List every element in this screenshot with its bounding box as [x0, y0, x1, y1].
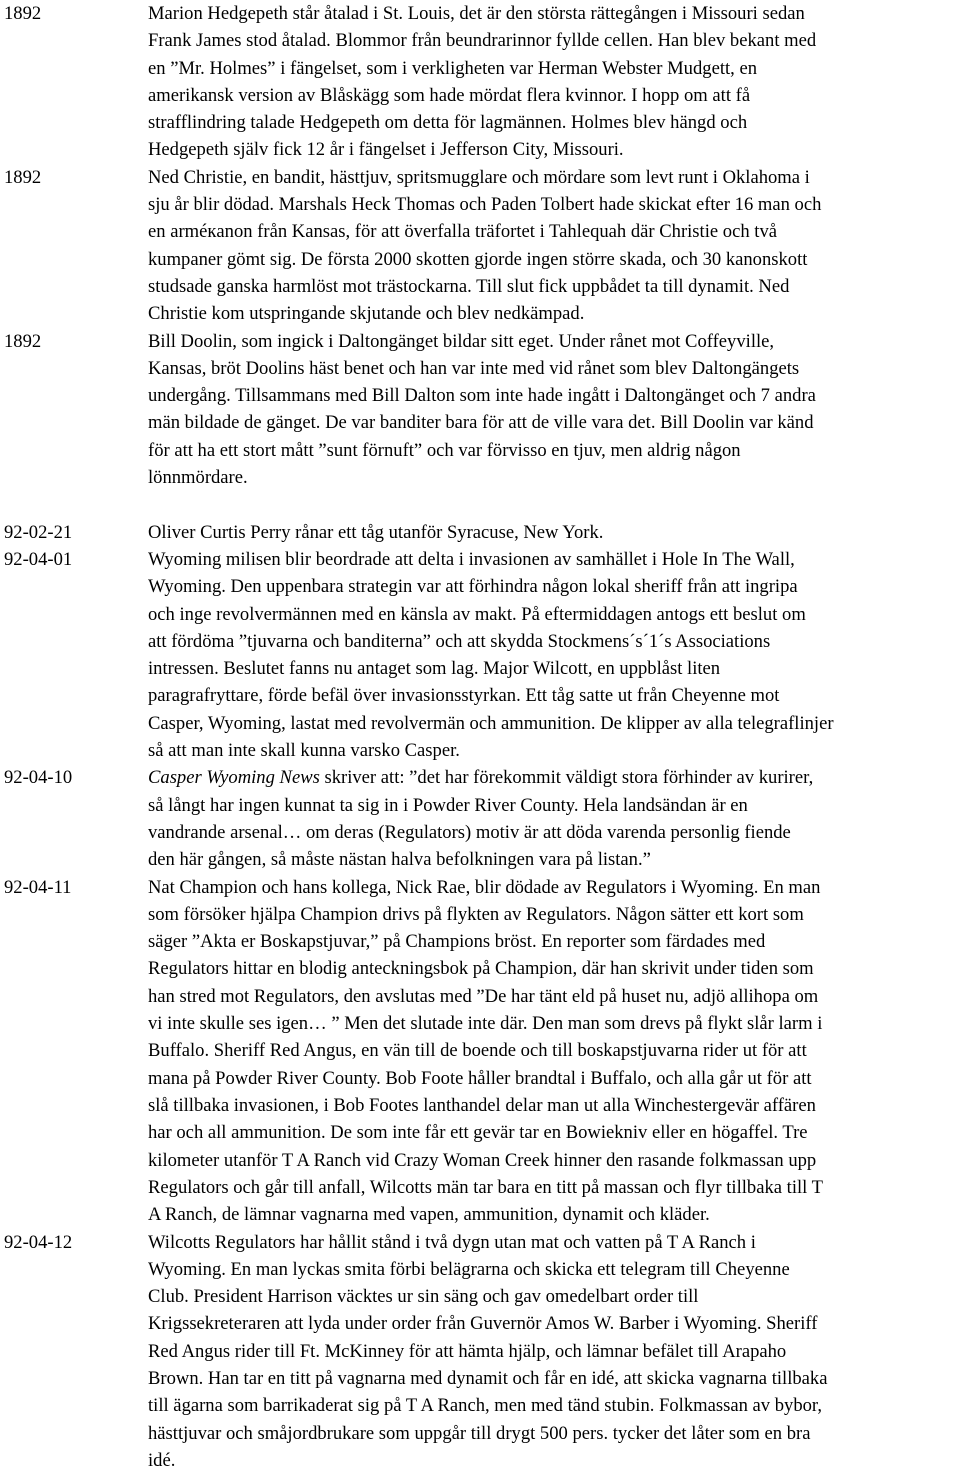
- entry-line: till ägarna som barrikaderat sig på T A Ranch, men med tänd stubin. Folkmassan av bybor,: [148, 1392, 956, 1419]
- entry-line: Kansas, bröt Doolins häst benet och han var inte med vid rånet som blev Daltongängets: [148, 355, 956, 382]
- entry-line: han stred mot Regulators, den avslutas med ”De har tänt eld på huset nu, adjö allihopa om: [148, 983, 956, 1010]
- entry-line: Marion Hedgepeth står åtalad i St. Louis, det är den största rättegången i Missouri sedan: [148, 0, 956, 27]
- entry-line: Buffalo. Sheriff Red Angus, en vän till de boende och till boskapstjuvarna rider ut för att: [148, 1037, 956, 1064]
- entry-date: 1892: [4, 328, 144, 355]
- entry-line: kumpaner gömt sig. De första 2000 skotten gjorde ingen större skada, och 30 kanonskott: [148, 246, 956, 273]
- entry-text: [148, 0, 956, 164]
- entry-line: och inge revolvermännen med en känsla av makt. På eftermiddagen antogs ett beslut om: [148, 601, 956, 628]
- entry-line: för att ha ett stort mått ”sunt förnuft” och var förvisso en tjuv, men aldrig någon: [148, 437, 956, 464]
- entry-line: sju år blir dödad. Marshals Heck Thomas och Paden Tolbert hade skickat efter 16 man och: [148, 191, 956, 218]
- entry-line: Wyoming. Den uppenbara strategin var att förhindra någon lokal sheriff från att ingripa: [148, 573, 956, 600]
- entry-date: 92-04-01: [4, 546, 144, 573]
- entry-line: undergång. Tillsammans med Bill Dalton som inte hade ingått i Daltongänget och 7 andra: [148, 382, 956, 409]
- entry-date: 1892: [4, 0, 144, 27]
- entry-text: [148, 764, 956, 873]
- entry-line: som försöker hjälpa Champion drivs på flykten av Regulators. Någon sätter ett kort som: [148, 901, 956, 928]
- entry-line: Ned Christie, en bandit, hästtjuv, spritsmugglare och mördare som levt runt i Oklahoma i: [148, 164, 956, 191]
- entry-line-rest: skriver att: ”det har förekommit väldigt stora förhinder av kurirer,: [320, 767, 813, 788]
- entry-line: amerikansk version av Blåskägg som hade mördat flera kvinnor. I hopp om att få: [148, 82, 956, 109]
- entry-line: [148, 764, 956, 791]
- entry-line: mana på Powder River County. Bob Foote håller brandtal i Buffalo, och alla går ut för att: [148, 1065, 956, 1092]
- entry-line: har och all ammunition. De som inte får ett gevär tar en Bowiekniv eller en högaffel. Tre: [148, 1119, 956, 1146]
- entry-date: 92-04-12: [4, 1229, 144, 1256]
- entry-text: [148, 874, 956, 1229]
- entry-line: kilometer utanför T A Ranch vid Crazy Woman Creek hinner den rasande folkmassan upp: [148, 1147, 956, 1174]
- entry-line: slå tillbaka invasionen, i Bob Footes lanthandel delar man ut alla Winchestergevär affären: [148, 1092, 956, 1119]
- entry-line: Regulators hittar en blodig anteckningsbok på Champion, där han skrivit under tiden som: [148, 955, 956, 982]
- entry-line: så långt har ingen kunnat ta sig in i Powder River County. Hela landsändan är en: [148, 792, 956, 819]
- entry-line: studsade ganska harmlöst mot trästockarna. Till slut fick uppbådet ta till dynamit. Ned: [148, 273, 956, 300]
- entry-line: vandrande arsenal… om deras (Regulators) motiv är att döda varenda personlig fiende: [148, 819, 956, 846]
- entry-line: intressen. Beslutet fanns nu antaget som lag. Major Wilcott, en uppblåst liten: [148, 655, 956, 682]
- entry-line: Wilcotts Regulators har hållit stånd i två dygn utan mat och vatten på T A Ranch i: [148, 1229, 956, 1256]
- entry-text: [148, 546, 956, 764]
- entry-line: Nat Champion och hans kollega, Nick Rae, blir dödade av Regulators i Wyoming. En man: [148, 874, 956, 901]
- entry-line: lönnmördare.: [148, 464, 956, 491]
- entry-line: Bill Doolin, som ingick i Daltongänget bildar sitt eget. Under rånet mot Coffeyville,: [148, 328, 956, 355]
- entry-line: Hedgepeth själv fick 12 år i fängelset i Jefferson City, Missouri.: [148, 136, 956, 163]
- entry-line: Frank James stod åtalad. Blommor från beundrarinnor fyllde cellen. Han blev bekant med: [148, 27, 956, 54]
- entry-line: Regulators och går till anfall, Wilcotts män tar bara en titt på massan och flyr tillbaka till T: [148, 1174, 956, 1201]
- entry-line: Wyoming milisen blir beordrade att delta i invasionen av samhället i Hole In The Wall,: [148, 546, 956, 573]
- entry-date: 92-04-10: [4, 764, 144, 791]
- entry-line: att fördöma ”tjuvarna och banditerna” och att skydda Stockmens´s´1´s Associations: [148, 628, 956, 655]
- entry-line: paragrafryttare, förde befäl över invasionsstyrkan. Ett tåg satte ut från Cheyenne mot: [148, 682, 956, 709]
- entry-date: 92-04-11: [4, 874, 144, 901]
- entry-text: [148, 328, 956, 492]
- entry-date: 1892: [4, 164, 144, 191]
- entry-line: män bildade de gänget. De var banditer bara för att de ville vara det. Bill Doolin var känd: [148, 409, 956, 436]
- entry-line: Casper, Wyoming, lastat med revolvermän och ammunition. De klipper av alla telegraflinjer: [148, 710, 956, 737]
- entry-line: hästtjuvar och småjordbrukare som uppgår till drygt 500 pers. tycker det låter som en bra: [148, 1420, 956, 1447]
- publication-title: Casper Wyoming News: [148, 767, 320, 788]
- entry-line: en ”Mr. Holmes” i fängelset, som i verkligheten var Herman Webster Mudgett, en: [148, 55, 956, 82]
- entry-line: strafflindring talade Hedgepeth om detta för lagmännen. Holmes blev hängd och: [148, 109, 956, 136]
- entry-line: Oliver Curtis Perry rånar ett tåg utanför Syracuse, New York.: [148, 519, 956, 546]
- entry-date: 92-02-21: [4, 519, 144, 546]
- entry-line: Club. President Harrison väcktes ur sin säng och gav omedelbart order till: [148, 1283, 956, 1310]
- entry-text: [148, 164, 956, 328]
- entry-line: Christie kom utspringande skjutande och blev nedkämpad.: [148, 300, 956, 327]
- entry-line: A Ranch, de lämnar vagnarna med vapen, ammunition, dynamit och kläder.: [148, 1201, 956, 1228]
- entry-line: vi inte skulle ses igen… ” Men det slutade inte där. Den man som drevs på flykt slår larm i: [148, 1010, 956, 1037]
- entry-line: så att man inte skall kunna varsko Casper.: [148, 737, 956, 764]
- entry-line: en arméкanon från Kansas, för att överfalla träfortet i Tahlequah där Christie och två: [148, 218, 956, 245]
- entry-text: [148, 1229, 956, 1474]
- entry-line: Wyoming. En man lyckas smita förbi belägrarna och skicka ett telegram till Cheyenne: [148, 1256, 956, 1283]
- entry-text: [148, 519, 956, 546]
- entry-line: Red Angus rider till Ft. McKinney för att hämta hjälp, och lämnar befälet till Arapaho: [148, 1338, 956, 1365]
- entry-line: den här gången, så måste nästan halva befolkningen vara på listan.”: [148, 846, 956, 873]
- entry-line: säger ”Akta er Boskapstjuvar,” på Champions bröst. En reporter som färdades med: [148, 928, 956, 955]
- entry-line: Krigssekreteraren att lyda under order från Guvernör Amos W. Barber i Wyoming. Sheriff: [148, 1310, 956, 1337]
- entry-line: idé.: [148, 1447, 956, 1474]
- entry-line: Brown. Han tar en titt på vagnarna med dynamit och får en idé, att skicka vagnarna tillbaka: [148, 1365, 956, 1392]
